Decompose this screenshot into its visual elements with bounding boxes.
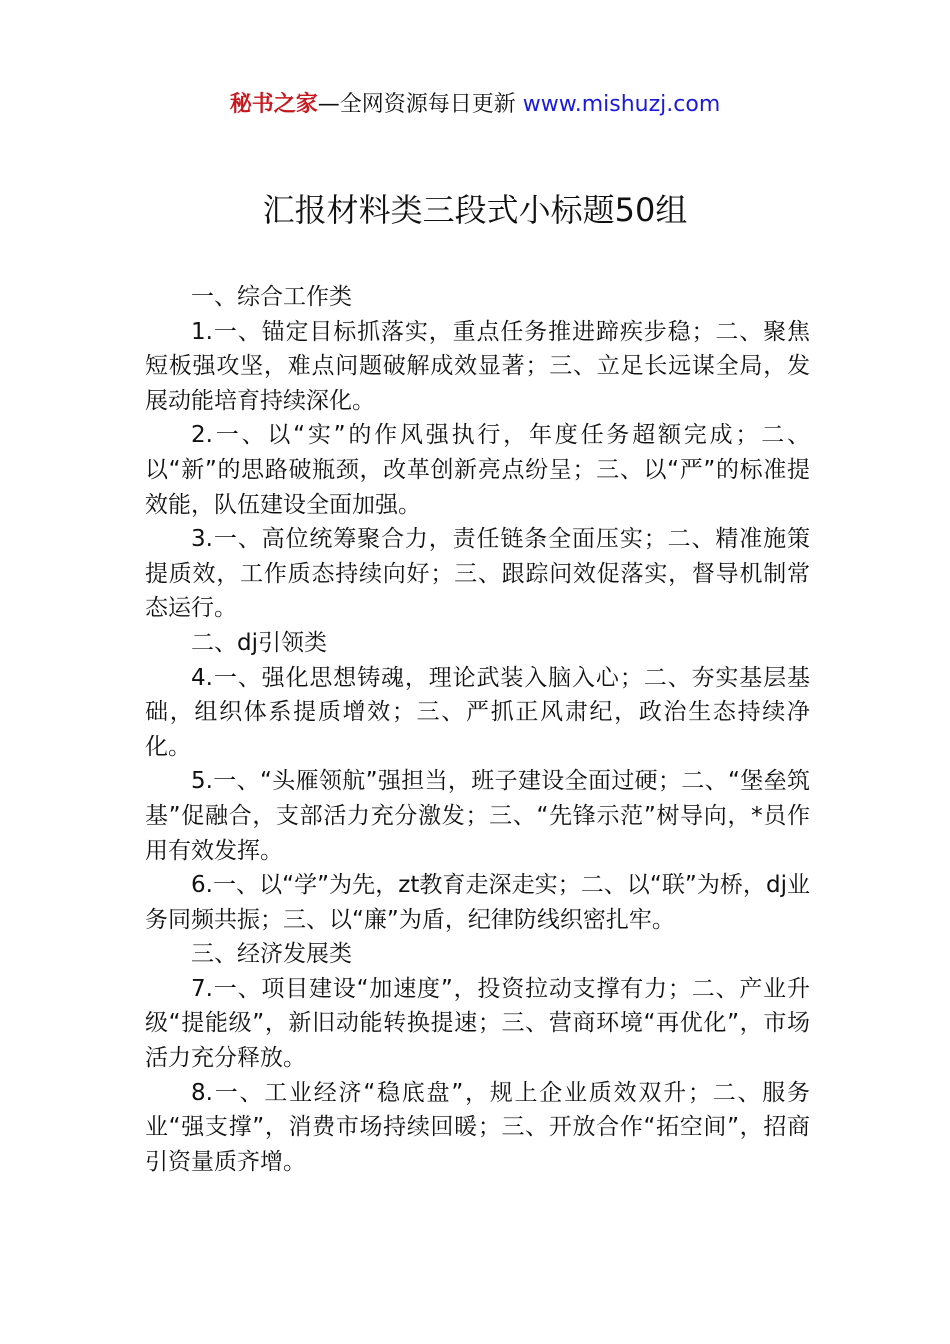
document-body <box>145 280 810 1179</box>
section-heading: 三、经济发展类 <box>191 941 352 968</box>
list-item: 4.一、强化思想铸魂，理论武装入脑入心；二、夯实基层基础，组织体系提质增效；三、严抓正风肃纪，政治生态持续净化。 <box>145 664 810 760</box>
list-item: 7.一、项目建设“加速度”，投资拉动支撑有力；二、产业升级“提能级”，新旧动能转换提速；三、营商环境“再优化”，市场活力充分释放。 <box>145 975 810 1072</box>
site-header <box>0 88 950 122</box>
site-brand[interactable]: 秘书之家 <box>229 92 318 117</box>
site-url-link[interactable]: www.mishuzj.com <box>522 92 721 117</box>
list-item: 5.一、“头雁领航”强担当，班子建设全面过硬；二、“堡垒筑基”促融合，支部活力充分激发；三、“先锋示范”树导向，*员作用有效发挥。 <box>145 768 810 864</box>
list-item: 1.一、锚定目标抓落实，重点任务推进蹄疾步稳；二、聚焦短板强攻坚，难点问题破解成效显著；三、立足长远谋全局，发展动能培育持续深化。 <box>145 318 810 414</box>
section-heading: 二、dj引领类 <box>191 629 327 656</box>
site-slogan: —全网资源每日更新 <box>317 92 523 117</box>
document-title: 汇报材料类三段式小标题50组 <box>262 191 688 229</box>
list-item: 3.一、高位统筹聚合力，责任链条全面压实；二、精准施策提质效，工作质态持续向好；三、跟踪问效促落实，督导机制常态运行。 <box>145 526 810 622</box>
list-item: 2.一、以“实”的作风强执行，年度任务超额完成；二、以“新”的思路破瓶颈，改革创新亮点纷呈；三、以“严”的标准提效能，队伍建设全面加强。 <box>145 422 810 518</box>
section-heading: 一、综合工作类 <box>191 284 352 310</box>
list-item: 8.一、工业经济“稳底盘”，规上企业质效双升；二、服务业“强支撑”，消费市场持续回暖；三、开放合作“拓空间”，招商引资量质齐增。 <box>145 1079 810 1175</box>
list-item: 6.一、以“学”为先，zt教育走深走实；二、以“联”为桥，dj业务同频共振；三、以“廉”为盾，纪律防线织密扎牢。 <box>145 872 810 933</box>
